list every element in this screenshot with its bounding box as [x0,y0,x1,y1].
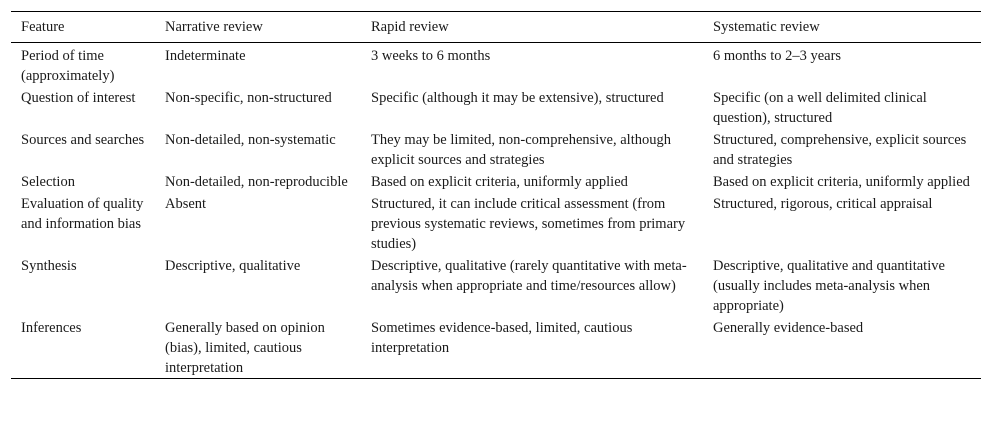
comparison-table-container [11,11,981,379]
table-row [11,192,981,254]
systematic-cell: Based on explicit criteria, uniformly applied [713,174,970,190]
narrative-cell: Non-specific, non-structured [165,90,332,106]
systematic-cell: Structured, rigorous, critical appraisal [713,196,933,212]
header-systematic-review: Systematic review [713,19,820,35]
table-row [11,86,981,128]
narrative-cell: Generally based on opinion (bias), limited, cautious interpretation [165,320,325,376]
rapid-cell: 3 weeks to 6 months [371,48,491,64]
narrative-cell: Descriptive, qualitative [165,258,301,274]
table-row [11,43,981,87]
systematic-cell: Generally evidence-based [713,320,864,336]
rapid-cell: Structured, it can include critical assessment (from previous systematic reviews, sometimes from primary studies) [371,196,686,252]
systematic-cell: Descriptive, qualitative and quantitative (usually includes meta-analysis when appropriate) [713,258,945,314]
feature-cell: Question of interest [21,90,136,106]
narrative-cell: Non-detailed, non-reproducible [165,174,348,190]
systematic-cell: 6 months to 2–3 years [713,48,842,64]
feature-cell: Period of time (approximately) [21,48,115,84]
review-comparison-table [11,11,981,379]
table-row [11,316,981,379]
table-row [11,170,981,192]
feature-cell: Sources and searches [21,132,145,148]
systematic-cell: Structured, comprehensive, explicit sources and strategies [713,132,967,168]
header-narrative-review: Narrative review [165,19,263,35]
table-header-row [11,12,981,43]
rapid-cell: Sometimes evidence-based, limited, cautious interpretation [371,320,633,356]
narrative-cell: Indeterminate [165,48,246,64]
rapid-cell: Specific (although it may be extensive), structured [371,90,664,106]
table-row [11,128,981,170]
feature-cell: Inferences [21,320,82,336]
rapid-cell: They may be limited, non-comprehensive, although explicit sources and strategies [371,132,671,168]
feature-cell: Synthesis [21,258,77,274]
table-row [11,254,981,316]
feature-cell: Evaluation of quality and information bias [21,196,144,232]
systematic-cell: Specific (on a well delimited clinical question), structured [713,90,927,126]
header-feature: Feature [21,19,65,35]
rapid-cell: Descriptive, qualitative (rarely quantitative with meta-analysis when appropriate and time/resources allow) [371,258,687,294]
header-rapid-review: Rapid review [371,19,449,35]
feature-cell: Selection [21,174,75,190]
rapid-cell: Based on explicit criteria, uniformly applied [371,174,628,190]
narrative-cell: Absent [165,196,207,212]
narrative-cell: Non-detailed, non-systematic [165,132,336,148]
